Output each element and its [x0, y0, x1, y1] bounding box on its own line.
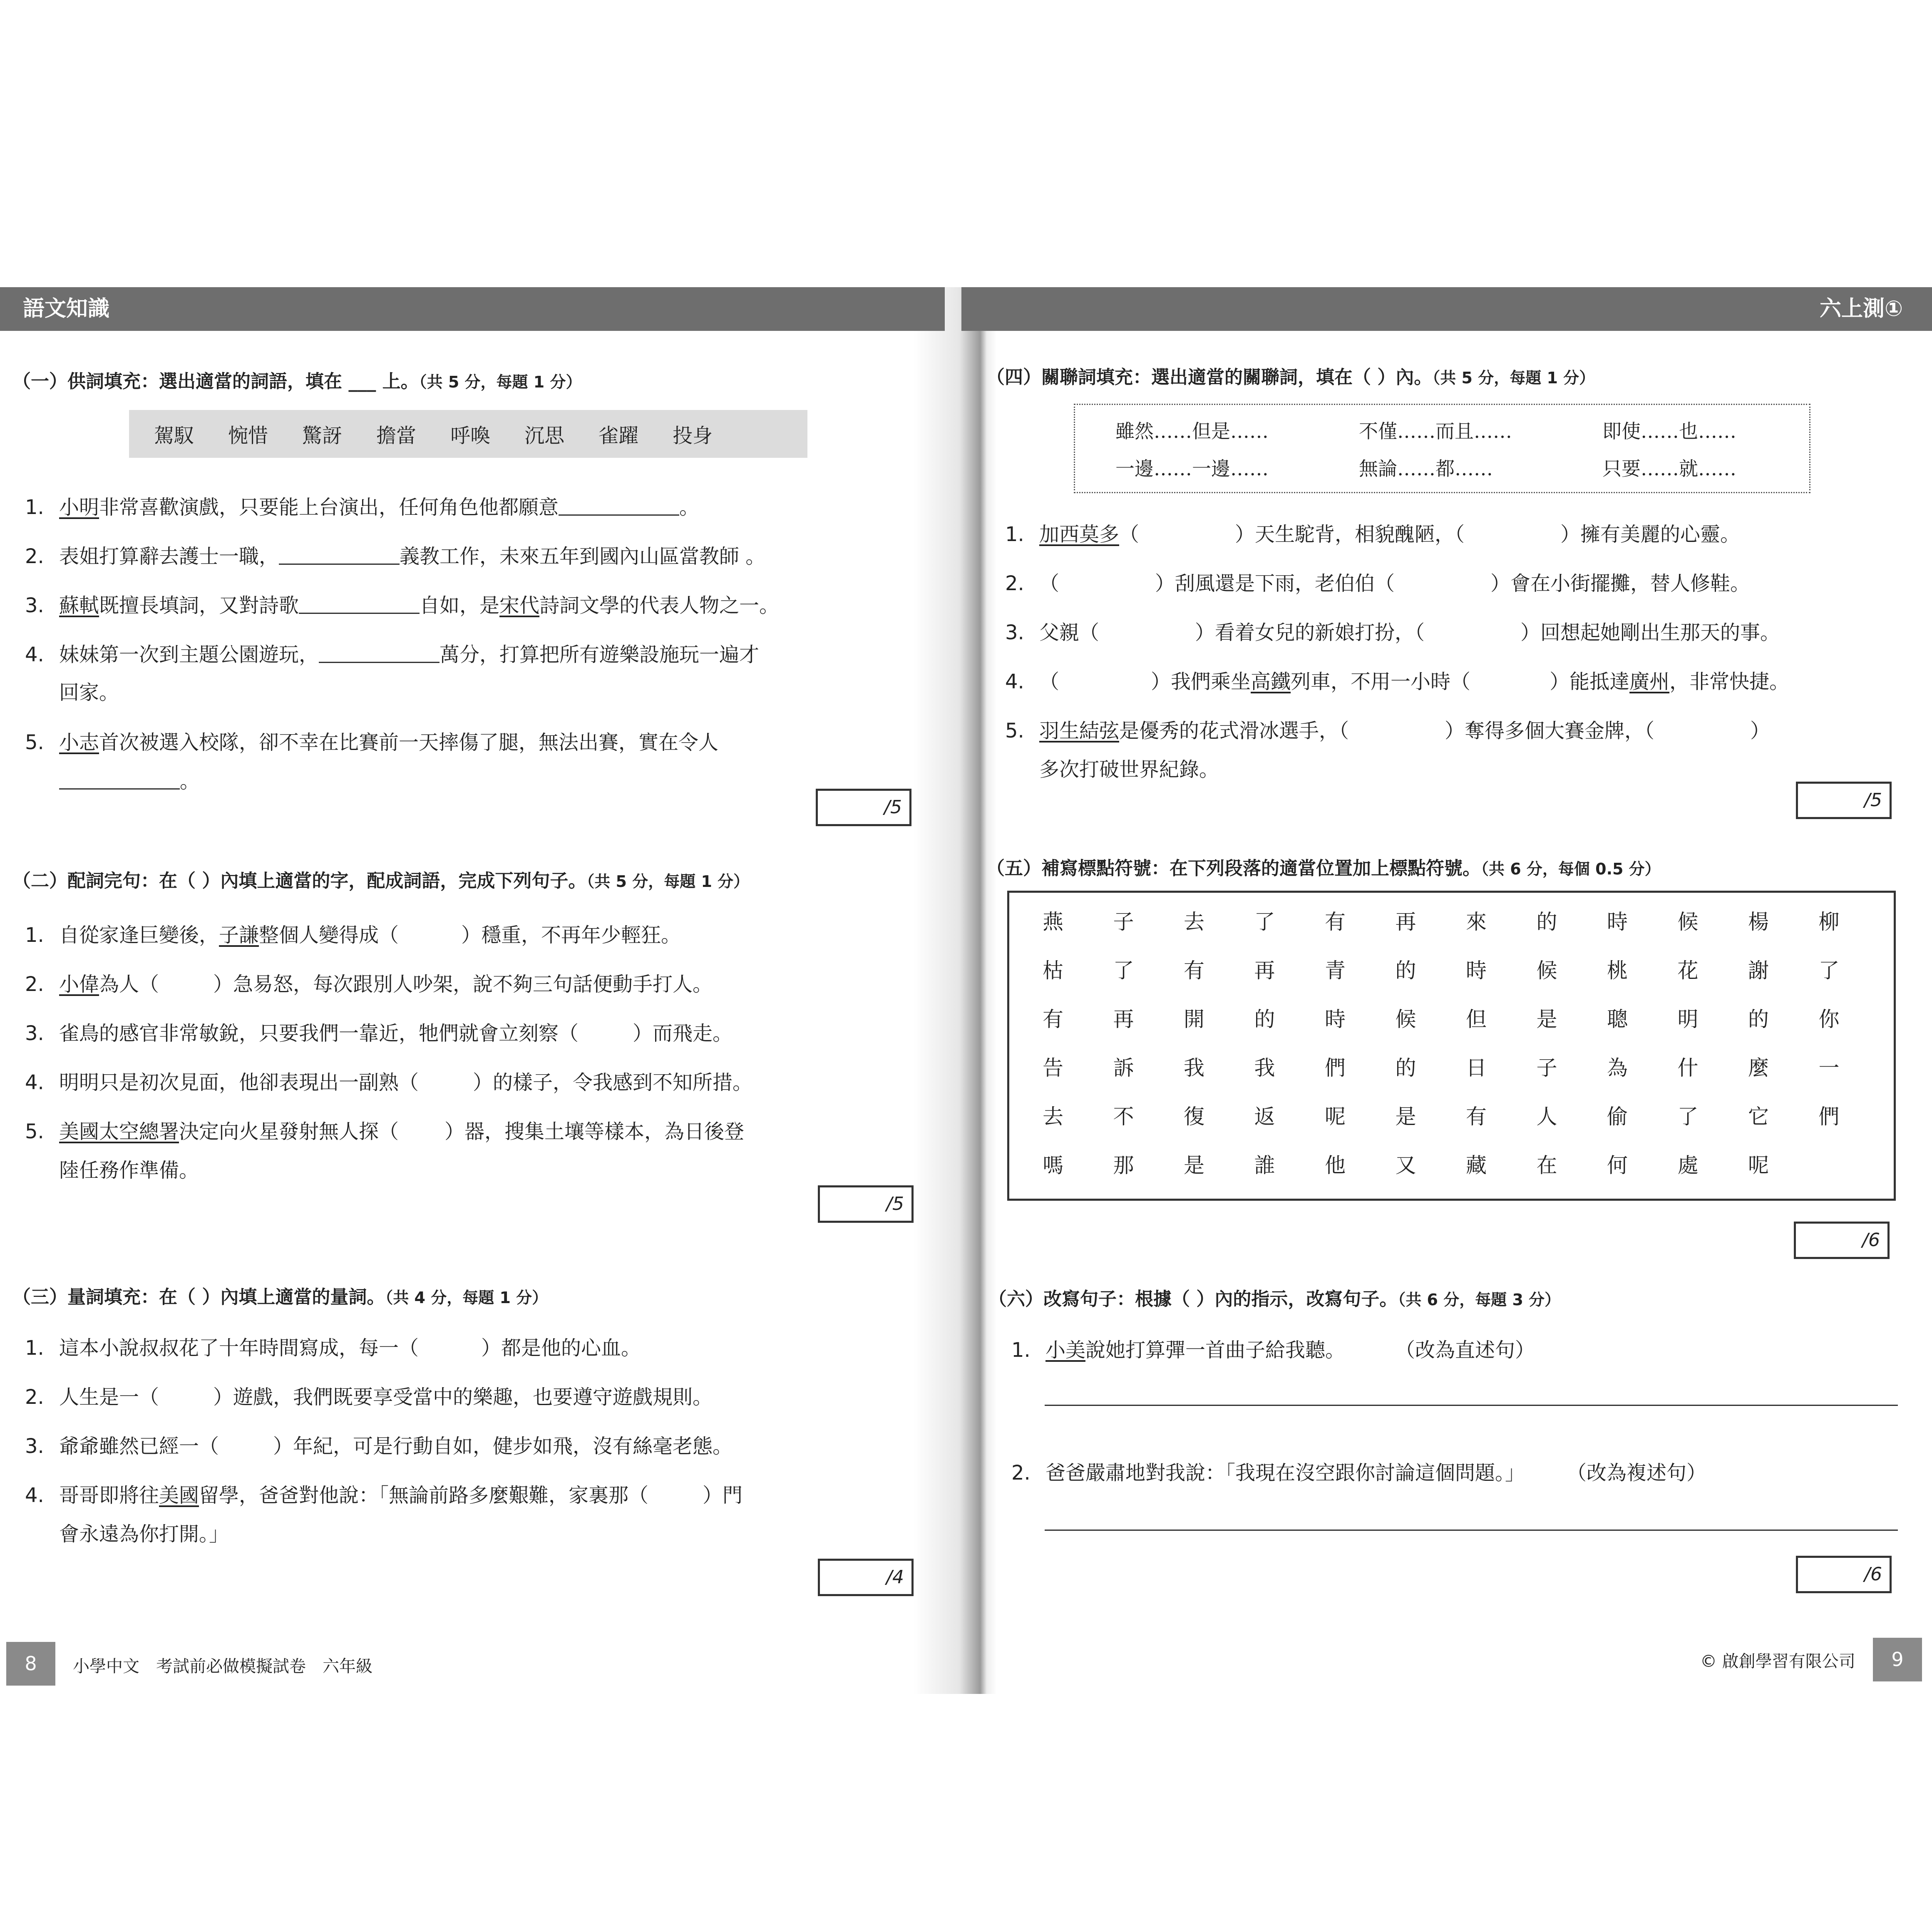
connective-item: 一邊……一邊…… [1115, 457, 1269, 480]
sec4-question-5-cont: 多次打破世界紀錄。 [1039, 758, 1219, 781]
passage-character: 藏 [1466, 1153, 1487, 1177]
question-number: 2. [1011, 1461, 1031, 1485]
question-text: 哥哥即將往 [59, 1484, 159, 1507]
proper-noun: 蘇軾 [59, 594, 99, 617]
answer-paren-blank[interactable] [1139, 523, 1235, 546]
punctuation-passage-grid[interactable] [1007, 891, 1896, 1201]
passage-character: 時 [1607, 910, 1628, 934]
sec4-question-3 [1005, 616, 1780, 645]
question-text: ）天生駝背，相貌醜陋，（ [1235, 523, 1465, 546]
word-bank-item: 驚訝 [302, 424, 343, 447]
answer-line[interactable] [1045, 1405, 1898, 1406]
answer-paren-blank[interactable] [1349, 719, 1445, 743]
passage-character: 時 [1325, 1007, 1346, 1031]
section-6-title [988, 1284, 1560, 1311]
sec4-question-5 [1005, 715, 1770, 743]
answer-paren-blank[interactable] [399, 1120, 445, 1143]
passage-character: 去 [1184, 910, 1204, 934]
question-text: ，非常快捷。 [1669, 670, 1790, 693]
sec2-question-2 [25, 968, 713, 997]
answer-blank[interactable] [279, 547, 400, 565]
question-text: ）遊戲，我們既要享受當中的樂趣，也要遵守遊戲規則。 [213, 1386, 713, 1409]
question-text: 為人（ [99, 973, 159, 996]
passage-character: 們 [1818, 1105, 1840, 1129]
passage-character: 了 [1254, 910, 1275, 934]
sec1-question-3 [25, 589, 779, 618]
word-bank-item: 雀躍 [598, 424, 639, 447]
passage-character: 又 [1395, 1153, 1416, 1177]
passage-character: 了 [1677, 1105, 1699, 1129]
sec3-question-4-cont: 會永遠為你打開。」 [59, 1522, 229, 1546]
question-text: 自從家逢巨變後， [59, 924, 219, 947]
right-footer-text: © 啟創學習有限公司 [1700, 1652, 1855, 1671]
sec1-question-4-cont: 回家。 [59, 681, 119, 704]
answer-paren-blank[interactable] [419, 1336, 481, 1360]
question-number: 1. [25, 924, 44, 947]
section-4-points: （共 5 分，每題 1 分） [1432, 369, 1595, 387]
passage-character: 在 [1536, 1153, 1557, 1177]
section-5-heading: （五）補寫標點符號：在下列段落的適當位置加上標點符號。 [986, 858, 1481, 879]
left-footer-text: 小學中文 考試前必做模擬試卷 六年級 [73, 1657, 372, 1676]
word-bank-item: 呼喚 [450, 424, 491, 447]
passage-character: 燕 [1043, 910, 1063, 934]
passage-character: 的 [1395, 959, 1416, 983]
passage-character: 們 [1325, 1056, 1346, 1080]
section-6-points: （共 6 分，每題 3 分） [1398, 1291, 1561, 1309]
section-3-title [12, 1282, 548, 1309]
score-box[interactable]: /5 [1796, 782, 1892, 819]
section-1-heading: （一）供詞填充：選出適當的詞語，填在 ___ 上。 [12, 371, 419, 392]
question-text: 說她打算彈一首曲子給我聽。 [1085, 1338, 1346, 1362]
sec2-question-3 [25, 1017, 733, 1046]
question-text: 整個人變得成（ [259, 924, 399, 947]
question-text: ）我們乘坐 [1151, 670, 1251, 693]
word-bank-item: 擔當 [376, 424, 417, 447]
sec3-question-3 [25, 1430, 733, 1459]
question-number: 2. [25, 973, 44, 996]
question-number: 4. [25, 1071, 44, 1094]
question-text: ）擁有美麗的心靈。 [1560, 523, 1741, 546]
passage-character: 你 [1818, 1007, 1840, 1031]
section-1-title [12, 366, 581, 393]
proper-noun: 美國 [159, 1484, 199, 1507]
passage-character: 復 [1184, 1105, 1204, 1129]
score-box[interactable]: /5 [816, 789, 911, 826]
connective-item: 只要……就…… [1602, 457, 1736, 480]
proper-noun: 小偉 [59, 973, 99, 996]
question-number: 1. [1011, 1338, 1031, 1362]
passage-character: 子 [1113, 910, 1134, 934]
passage-character: 明 [1677, 1007, 1699, 1031]
passage-character: 何 [1607, 1153, 1628, 1177]
sec1-question-2 [25, 540, 765, 569]
sec2-question-4 [25, 1066, 752, 1095]
question-text: 。 [679, 496, 700, 519]
question-text: （ [1039, 670, 1060, 693]
passage-character: 候 [1677, 910, 1699, 934]
question-number: 3. [25, 1435, 44, 1458]
answer-paren-blank[interactable] [1059, 670, 1151, 693]
passage-character: 去 [1043, 1105, 1063, 1129]
answer-paren-blank[interactable] [579, 1022, 633, 1045]
section-2-heading: （二）配詞完句：在（ ）內填上適當的字，配成詞語，完成下列句子。 [12, 870, 587, 892]
question-text: ）的樣子，令我感到不知所措。 [473, 1071, 753, 1094]
proper-noun: 羽生結弦 [1039, 719, 1120, 743]
question-text: ）門 [703, 1484, 743, 1507]
sec2-question-5-cont: 陸任務作準備。 [59, 1159, 199, 1182]
proper-noun: 高鐵 [1251, 670, 1291, 693]
question-text: 詩詞文學的代表人物之一。 [539, 594, 780, 617]
passage-character: 有 [1466, 1105, 1487, 1129]
question-text: ）能抵達 [1550, 670, 1630, 693]
sec1-question-1 [25, 491, 699, 520]
passage-character: 為 [1607, 1056, 1628, 1080]
passage-character: 是 [1395, 1105, 1416, 1129]
passage-character: 開 [1184, 1007, 1204, 1031]
section-2-points: （共 5 分，每題 1 分） [586, 872, 750, 891]
section-3-points: （共 4 分，每題 1 分） [385, 1289, 548, 1307]
passage-character: 我 [1254, 1056, 1275, 1080]
question-number: 4. [25, 1484, 44, 1507]
question-text: 人生是一（ [59, 1386, 159, 1409]
question-text: 萬分，打算把所有遊樂設施玩一遍才 [440, 643, 760, 666]
sec6-question-2 [1011, 1457, 1706, 1485]
passage-character: 訴 [1113, 1056, 1134, 1080]
sec4-question-4 [1005, 666, 1789, 694]
word-bank [129, 410, 807, 458]
question-number: 1. [25, 1336, 44, 1360]
section-6-heading: （六）改寫句子：根據（ ）內的指示，改寫句子。 [988, 1289, 1398, 1310]
section-4-heading: （四）關聯詞填充：選出適當的關聯詞，填在（ ）內。 [986, 367, 1433, 388]
question-text: （ [1119, 523, 1140, 546]
passage-character: 枯 [1043, 959, 1063, 983]
score-box[interactable]: /6 [1796, 1556, 1892, 1593]
question-text: ）都是他的心血。 [481, 1336, 641, 1360]
question-text: ）急易怒，每次跟別人吵架，說不夠三句話便動手打人。 [213, 973, 713, 996]
question-number: 4. [1005, 670, 1024, 693]
sec2-question-5 [25, 1115, 744, 1144]
connective-item: 無論……都…… [1359, 457, 1493, 480]
sec1-question-5 [25, 726, 718, 755]
answer-paren-blank[interactable] [1425, 621, 1520, 644]
passage-character: 楊 [1748, 910, 1769, 934]
passage-character: 麼 [1748, 1056, 1769, 1080]
question-number: 1. [25, 496, 44, 519]
question-text: ）穩重，不再年少輕狂。 [461, 924, 681, 947]
passage-character: 那 [1113, 1153, 1134, 1177]
question-text: 留學，爸爸對他說：「無論前路多麼艱難，家裏那（ [199, 1484, 649, 1507]
sec2-question-1 [25, 919, 681, 948]
section-1-points: （共 5 分，每題 1 分） [419, 373, 582, 391]
question-text: 這本小說叔叔花了十年時間寫成，每一（ [59, 1336, 419, 1360]
proper-noun: 宋代 [499, 594, 540, 617]
passage-character: 有 [1325, 910, 1346, 934]
answer-paren-blank[interactable] [399, 924, 461, 947]
section-5-title [986, 853, 1661, 880]
question-text: 爺爺雖然已經一（ [59, 1435, 219, 1458]
answer-paren-blank[interactable] [1465, 523, 1560, 546]
sec3-question-1 [25, 1332, 641, 1361]
question-number: 3. [25, 594, 44, 617]
passage-character: 一 [1818, 1056, 1840, 1080]
answer-paren-blank[interactable] [1654, 719, 1750, 743]
rewrite-instruction: （改為直述句） [1395, 1338, 1535, 1362]
question-number: 2. [25, 545, 44, 568]
question-text: ）會在小街擺攤，替人修鞋。 [1490, 572, 1751, 595]
question-number: 5. [25, 731, 44, 754]
passage-character: 的 [1536, 910, 1557, 934]
question-text: 爸爸嚴肅地對我說：「我現在沒空跟你討論這個問題。」 [1045, 1461, 1525, 1485]
question-text: 列車，不用一小時（ [1291, 670, 1471, 693]
passage-character: 的 [1395, 1056, 1416, 1080]
question-text: 妹妹第一次到主題公園遊玩， [59, 643, 319, 666]
question-text: 首次被選入校隊，卻不幸在比賽前一天摔傷了腿，無法出賽，實在令人 [99, 731, 719, 754]
connective-item: 雖然……但是…… [1115, 420, 1269, 442]
passage-character: 日 [1466, 1056, 1487, 1080]
proper-noun: 子謙 [219, 924, 259, 947]
word-bank-item: 駕馭 [154, 424, 194, 447]
question-text: 父親（ [1039, 621, 1100, 644]
question-text: 是優秀的花式滑冰選手，（ [1119, 719, 1349, 743]
question-text: 既擅長填詞，又對詩歌 [99, 594, 299, 617]
passage-character: 有 [1043, 1007, 1063, 1031]
passage-character: 聰 [1607, 1007, 1628, 1031]
question-text: 自如，是 [420, 594, 500, 617]
answer-line[interactable] [1045, 1530, 1898, 1531]
passage-character: 它 [1748, 1105, 1769, 1129]
proper-noun: 廣州 [1629, 670, 1670, 693]
word-bank-item: 沉思 [524, 424, 565, 447]
passage-character: 我 [1184, 1056, 1204, 1080]
passage-character: 是 [1536, 1007, 1557, 1031]
sec3-question-4 [25, 1479, 743, 1508]
answer-paren-blank[interactable] [219, 1435, 273, 1458]
answer-paren-blank[interactable] [419, 1071, 473, 1094]
passage-character: 他 [1325, 1153, 1346, 1177]
passage-character: 是 [1184, 1153, 1204, 1177]
proper-noun: 小美 [1045, 1338, 1086, 1362]
question-number: 3. [1005, 621, 1024, 644]
book-spread [0, 287, 1932, 1694]
answer-paren-blank[interactable] [159, 1386, 213, 1409]
answer-blank[interactable] [59, 772, 180, 790]
question-text: （ [1039, 572, 1060, 595]
passage-character: 桃 [1607, 959, 1628, 983]
answer-blank[interactable] [559, 498, 679, 516]
passage-character: 嗎 [1043, 1153, 1063, 1177]
passage-character: 再 [1254, 959, 1275, 983]
sec4-question-2 [1005, 567, 1750, 596]
passage-character: 謝 [1748, 959, 1769, 983]
question-text: 表姐打算辭去護士一職， [59, 545, 279, 568]
passage-character: 告 [1043, 1056, 1063, 1080]
passage-character: 什 [1677, 1056, 1699, 1080]
question-text: 決定向火星發射無人探（ [179, 1120, 399, 1143]
sec4-question-1 [1005, 518, 1740, 547]
question-number: 4. [25, 643, 44, 666]
passage-character: 呢 [1325, 1105, 1346, 1129]
answer-paren-blank[interactable] [1059, 572, 1155, 595]
passage-character: 候 [1395, 1007, 1416, 1031]
word-bank-item: 投身 [673, 424, 713, 447]
answer-paren-blank[interactable] [1395, 572, 1490, 595]
answer-blank[interactable] [299, 596, 420, 614]
question-text: 雀鳥的感官非常敏銳，只要我們一靠近，牠們就會立刻察（ [59, 1022, 579, 1045]
book-gutter [914, 287, 997, 1694]
passage-character: 時 [1466, 959, 1487, 983]
answer-paren-blank[interactable] [1470, 670, 1550, 693]
passage-character: 人 [1536, 1105, 1557, 1129]
question-number: 3. [25, 1022, 44, 1045]
question-number: 2. [1005, 572, 1024, 595]
proper-noun: 加西莫多 [1039, 523, 1120, 546]
passage-character: 柳 [1818, 910, 1840, 934]
passage-character: 返 [1254, 1105, 1275, 1129]
question-text: 義教工作，未來五年到國內山區當教師 。 [400, 545, 766, 568]
score-box[interactable]: /4 [818, 1559, 914, 1596]
answer-paren-blank[interactable] [648, 1484, 703, 1507]
passage-character: 的 [1748, 1007, 1769, 1031]
question-text: ）看着女兒的新娘打扮，（ [1195, 621, 1425, 644]
passage-character: 子 [1536, 1056, 1557, 1080]
question-text: ）而飛走。 [633, 1022, 733, 1045]
section-2-title [12, 866, 749, 892]
passage-character: 再 [1395, 910, 1416, 934]
connective-item: 不僅……而且…… [1359, 420, 1512, 442]
question-text: ）年紀，可是行動自如，健步如飛，沒有絲毫老態。 [273, 1435, 733, 1458]
passage-character: 來 [1466, 910, 1487, 934]
question-number: 2. [25, 1386, 44, 1409]
passage-character: 偷 [1607, 1105, 1628, 1129]
passage-character: 青 [1325, 959, 1346, 983]
question-number: 5. [1005, 719, 1024, 743]
passage-character: 了 [1818, 959, 1840, 983]
passage-character: 了 [1113, 959, 1134, 983]
passage-character: 的 [1254, 1007, 1275, 1031]
answer-paren-blank[interactable] [1099, 621, 1195, 644]
section-5-points: （共 6 分，每個 0.5 分） [1481, 860, 1661, 878]
left-header-band: 語文知識 [0, 287, 945, 331]
sec1-question-4 [25, 638, 759, 667]
passage-character: 不 [1113, 1105, 1134, 1129]
question-text: 。 [180, 770, 200, 793]
proper-noun: 美國太空總署 [59, 1120, 179, 1143]
sec1-question-5-cont [59, 765, 200, 794]
question-text: ）刮風還是下雨，老伯伯（ [1155, 572, 1395, 595]
sec3-question-2 [25, 1381, 713, 1410]
page-number-9: 9 [1873, 1638, 1922, 1681]
score-box[interactable]: /5 [818, 1185, 914, 1223]
passage-character: 誰 [1254, 1153, 1275, 1177]
answer-blank[interactable] [319, 645, 440, 663]
score-box[interactable]: /6 [1794, 1222, 1890, 1259]
proper-noun: 小明 [59, 496, 99, 519]
connective-item: 即使……也…… [1602, 420, 1736, 442]
section-4-title [986, 362, 1595, 389]
question-text: ）奪得多個大賽金牌，（ [1445, 719, 1655, 743]
passage-character: 但 [1466, 1007, 1487, 1031]
word-bank-item: 惋惜 [228, 424, 268, 447]
question-number: 5. [25, 1120, 44, 1143]
passage-character: 候 [1536, 959, 1557, 983]
rewrite-instruction: （改為複述句） [1567, 1461, 1707, 1485]
page-number-8: 8 [6, 1642, 55, 1686]
passage-character: 再 [1113, 1007, 1134, 1031]
sec6-question-1 [1011, 1334, 1535, 1363]
question-text: 非常喜歡演戲，只要能上台演出，任何角色他都願意 [99, 496, 559, 519]
question-text: ）回想起她剛出生那天的事。 [1520, 621, 1781, 644]
question-text: ） [1750, 719, 1771, 743]
proper-noun: 小志 [59, 731, 99, 754]
question-text: ）器，搜集土壤等樣本，為日後登 [445, 1120, 745, 1143]
passage-character: 花 [1677, 959, 1699, 983]
question-text: 明明只是初次見面，他卻表現出一副熟（ [59, 1071, 419, 1094]
answer-paren-blank[interactable] [159, 973, 213, 996]
right-header-band: 六上測① [961, 287, 1932, 331]
passage-character: 處 [1677, 1153, 1699, 1177]
question-number: 1. [1005, 523, 1024, 546]
passage-character: 呢 [1748, 1153, 1769, 1177]
passage-character: 有 [1184, 959, 1204, 983]
section-3-heading: （三）量詞填充：在（ ）內填上適當的量詞。 [12, 1286, 385, 1308]
